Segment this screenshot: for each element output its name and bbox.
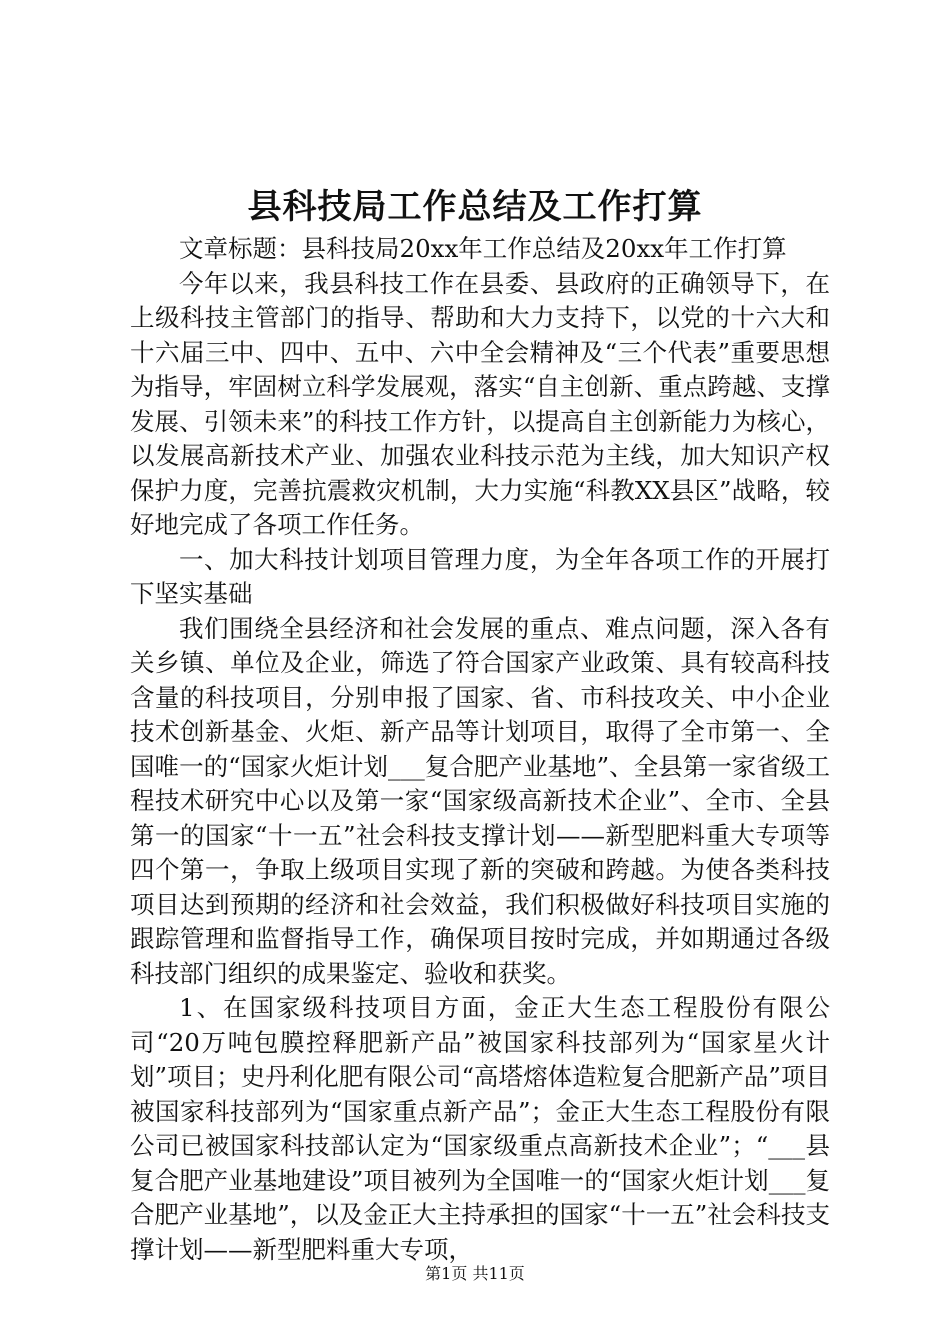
body-paragraph: 我们围绕全县经济和社会发展的重点、难点问题，深入各有关乡镇、单位及企业，筛选了符合国家产业政策、具有较高科技含量的科技项目，分别申报了国家、省、市科技攻关、中小企业技术创新基金、火炬、新产品等计划项目，取得了全市第一、全国唯一的“国家火炬计划___复合肥产业基地”、全县第一家省级工程技术研究中心以及第一家“国家级高新技术企业”、全市、全县第一的国家“十一五”社会科技支撑计划——新型肥料重大专项等四个第一，争取上级项目实现了新的突破和跨越。为使各类科技项目达到预期的经济和社会效益，我们积极做好科技项目实施的跟踪管理和监督指导工作，确保项目按时完成，并如期通过各级科技部门组织的成果鉴定、验收和获奖。 bbox=[130, 613, 830, 988]
intro-paragraph: 今年以来，我县科技工作在县委、县政府的正确领导下，在上级科技主管部门的指导、帮助和大力支持下，以党的十六大和十六届三中、四中、五中、六中全会精神及“三个代表”重要思想为指导，牢固树立科学发展观，落实“自主创新、重点跨越、支撑发展、引领未来”的科技工作方针，以提高自主创新能力为核心，以发展高新技术产业、加强农业科技示范为主线，加大知识产权保护力度，完善抗震救灾机制，大力实施“科教XX县区”战略，较好地完成了各项工作任务。 bbox=[130, 268, 830, 539]
page-footer: 第1页 共11页 bbox=[425, 1264, 525, 1283]
document-body bbox=[130, 232, 830, 1267]
section-heading: 一、加大科技计划项目管理力度，为全年各项工作的开展打下坚实基础 bbox=[130, 544, 830, 608]
document-title: 县科技局工作总结及工作打算 bbox=[247, 187, 703, 227]
body-paragraph: 1、在国家级科技项目方面，金正大生态工程股份有限公司“20万吨包膜控释肥新产品”被国家科技部列为“国家星火计划”项目；史丹利化肥有限公司“高塔熔体造粒复合肥新产品”项目被国家科技部列为“国家重点新产品”；金正大生态工程股份有限公司已被国家科技部认定为“国家级重点高新技术企业”；“___县复合肥产业基地建设”项目被列为全国唯一的“国家火炬计划___复合肥产业基地”，以及金正大主持承担的国家“十一五”社会科技支撑计划——新型肥料重大专项， bbox=[130, 993, 830, 1264]
article-title-line: 文章标题：县科技局20xx年工作总结及20xx年工作打算 bbox=[179, 234, 787, 263]
